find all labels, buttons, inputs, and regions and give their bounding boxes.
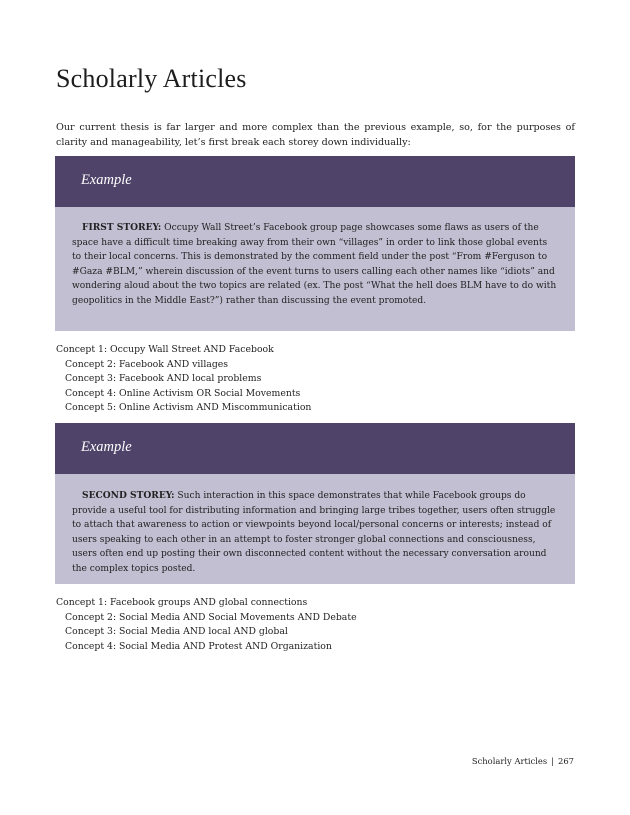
concept-item: Concept 4: Online Activism OR Social Movements — [65, 387, 301, 399]
example-box-2-heading: Example — [81, 439, 132, 455]
concept-item: Concept 5: Online Activism AND Miscommunication — [65, 402, 312, 413]
concept-list-1 — [56, 343, 311, 416]
example-box-1-body — [55, 207, 575, 331]
concept-item: Concept 1: Facebook groups AND global connections — [56, 597, 308, 608]
second-storey-text: Such interaction in this space demonstrates that while Facebook groups do provide a useful tool for distributing information and bringing large tribes together, users often struggle to attach that awareness to action or viewpoints beyond local/personal concerns or interests; instead of users speaking to each other in an attempt to foster stronger global connections and consciousness, users often end up posting their own disconnected content without the necessary conversation around the complex topics posted. — [72, 491, 556, 574]
example-box-1-header — [55, 156, 575, 207]
first-storey-label: FIRST STOREY: — [82, 222, 162, 233]
concept-item: Concept 3: Social Media AND local AND global — [65, 626, 288, 637]
concept-item: Concept 2: Social Media AND Social Movements AND Debate — [65, 611, 357, 623]
example-box-1-paragraph — [72, 207, 559, 309]
first-storey-text: Occupy Wall Street’s Facebook group page showcases some flaws as users of the space have a difficult time breaking away from their own “villages” in order to link those global events to their local concerns. This is demonstrated by the comment field under the post “From #Ferguson to #Gaza #BLM,” wherein discussion of the event turns to users calling each other names like “idiots” and wondering aloud about the two topics are related (ex. The post “What the hell does BLM have to do with geopolitics in the Middle East?”) rather than discussing the event promoted. — [72, 223, 557, 306]
example-box-2-body — [55, 474, 575, 584]
example-box-1-heading: Example — [81, 172, 132, 188]
concept-item: Concept 2: Facebook AND villages — [65, 358, 229, 370]
concept-list-2 — [56, 596, 357, 654]
concept-item: Concept 3: Facebook AND local problems — [65, 373, 262, 384]
concept-item: Concept 1: Occupy Wall Street AND Facebook — [56, 344, 274, 355]
example-box-2 — [55, 423, 575, 584]
footer-separator: | — [551, 756, 554, 766]
example-box-2-paragraph — [72, 474, 559, 577]
page-number: 267 — [558, 756, 574, 766]
footer-section-title: Scholarly Articles — [471, 756, 548, 766]
example-box-2-header — [55, 423, 575, 474]
second-storey-label: SECOND STOREY: — [82, 490, 175, 501]
concept-item: Concept 4: Social Media AND Protest AND Organization — [65, 640, 332, 652]
intro-paragraph: Our current thesis is far larger and more complex than the previous example, so, for the purposes of clarity and manageability, let’s first break each storey down individually: — [56, 122, 575, 148]
page-footer — [472, 756, 574, 766]
page-title: Scholarly Articles — [56, 64, 247, 93]
example-box-1 — [55, 156, 575, 331]
